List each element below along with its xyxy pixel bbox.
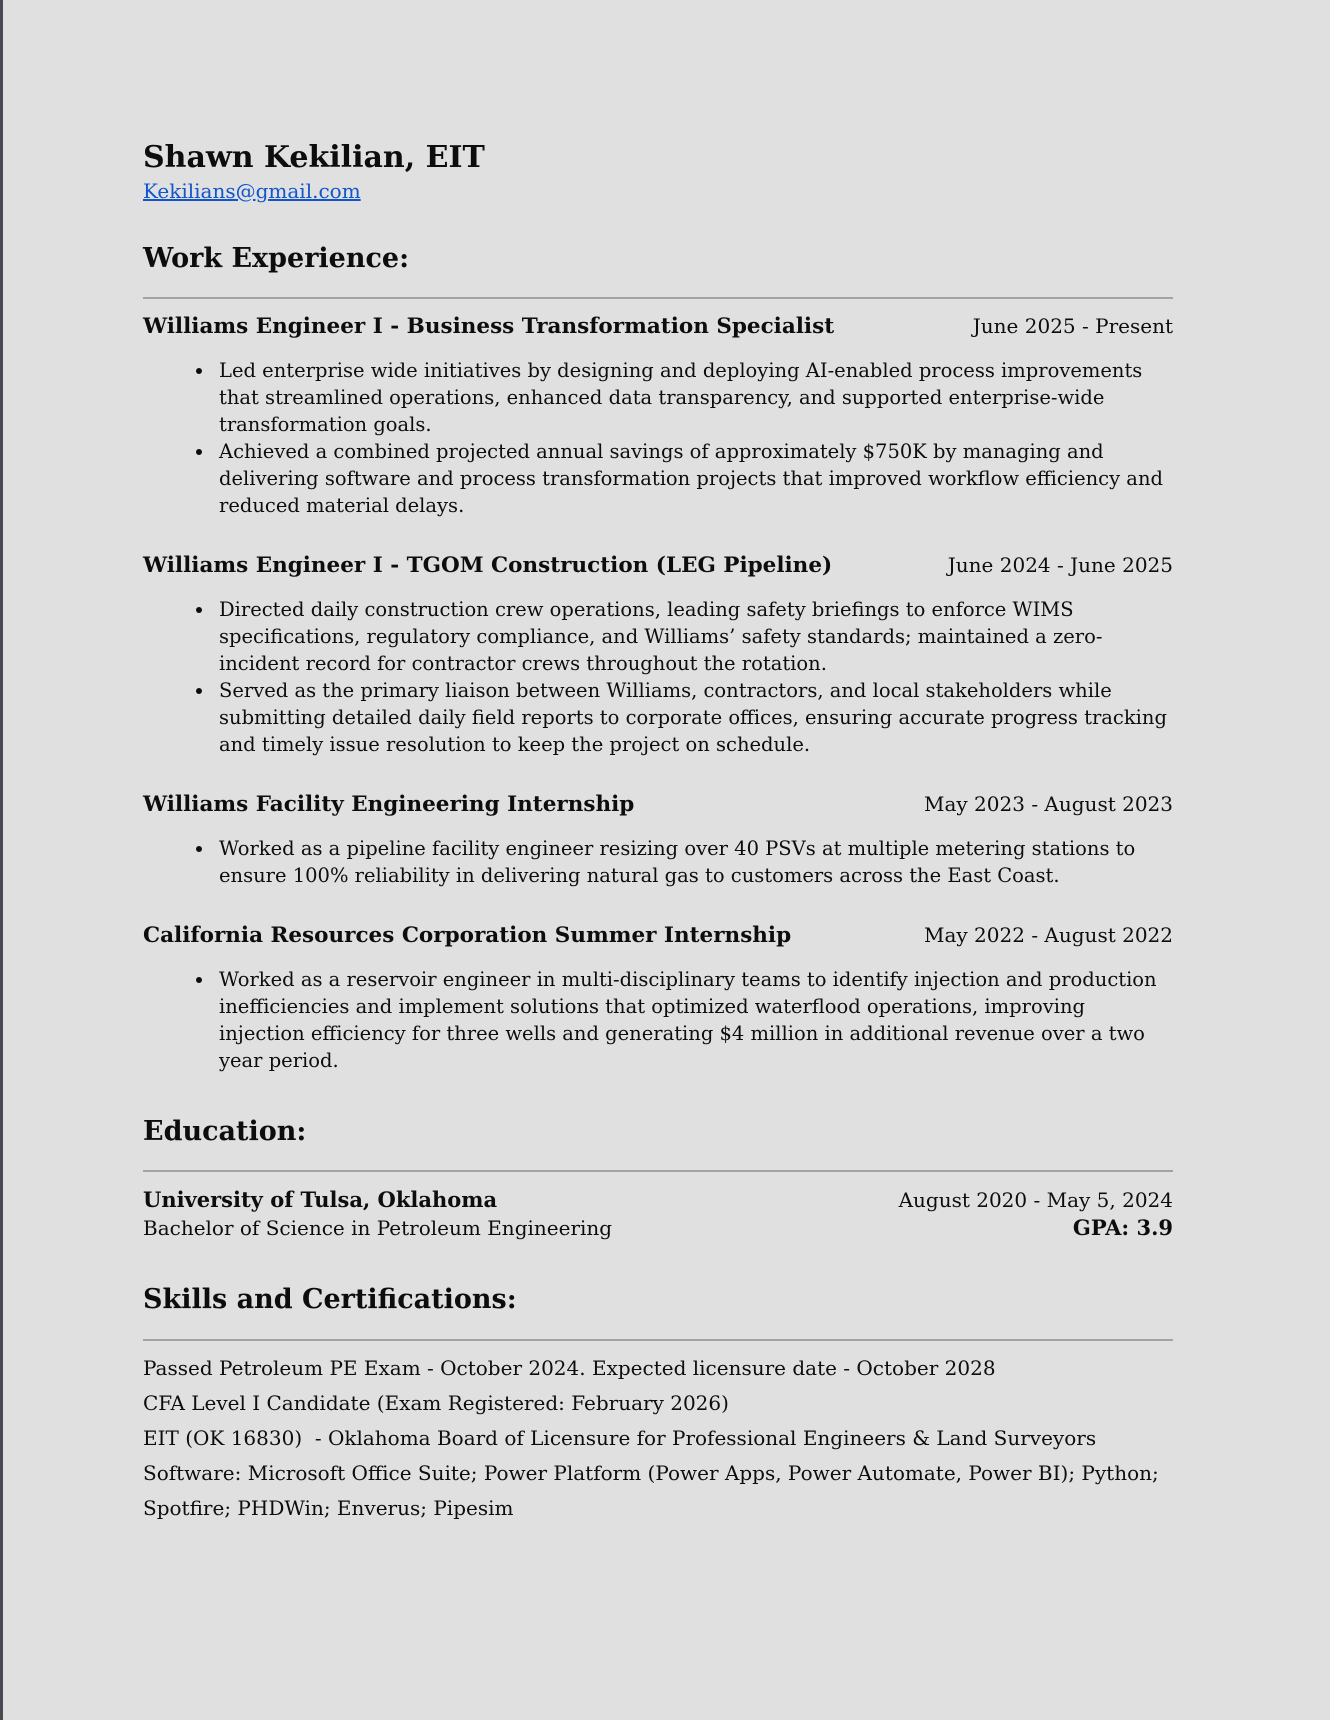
job-title: Williams Engineer I - TGOM Construction (LEG Pipeline)	[143, 553, 833, 579]
skill-item-cfa: CFA Level I Candidate (Exam Registered: February 2026)	[143, 1390, 729, 1415]
skills-heading: Skills and Certifications:	[143, 1284, 517, 1316]
work-experience-heading: Work Experience:	[143, 243, 410, 274]
education-row-degree	[143, 1214, 1173, 1242]
job-entry-tgom-construction	[143, 553, 1173, 758]
section-work-experience	[143, 243, 1173, 1074]
job-header	[143, 792, 1173, 819]
bullet-item: • Led enterprise wide initiatives by designing and deploying AI-enabled process improvements that streamlined operations, enhanced data transparency, and supported enterprise-wide transformation goals.	[215, 357, 1173, 438]
section-divider	[143, 1339, 1173, 1341]
job-dates: May 2022 - August 2022	[924, 923, 1173, 948]
job-bullets	[143, 835, 1173, 889]
skill-item-pe-exam: Passed Petroleum PE Exam - October 2024. Expected licensure date - October 2028	[143, 1355, 996, 1380]
bullet-item: • Worked as a pipeline facility engineer resizing over 40 PSVs at multiple metering stations to ensure 100% reliability in delivering natural gas to customers across the East Coast.	[215, 835, 1173, 889]
job-entry-facility-internship	[143, 792, 1173, 889]
section-divider	[143, 297, 1173, 299]
education-heading: Education:	[143, 1115, 307, 1147]
resume-header	[143, 140, 1173, 203]
job-entry-business-transformation	[143, 314, 1173, 519]
job-title: California Resources Corporation Summer Internship	[143, 923, 792, 949]
gpa-value: GPA: 3.9	[1072, 1215, 1173, 1241]
section-education	[143, 1116, 1173, 1242]
section-skills-certifications	[143, 1284, 1173, 1525]
job-dates: May 2023 - August 2023	[924, 792, 1173, 817]
bullet-item: • Worked as a reservoir engineer in multi-disciplinary teams to identify injection and production inefficiencies and implement solutions that optimized waterflood operations, improving injection efficiency for three wells and generating $4 million in additional revenue over a two year period.	[215, 966, 1173, 1074]
degree-name: Bachelor of Science in Petroleum Engineering	[143, 1216, 613, 1241]
job-title: Williams Engineer I - Business Transformation Specialist	[143, 314, 835, 340]
job-entry-crc-internship	[143, 923, 1173, 1074]
skill-item-software: Software: Microsoft Office Suite; Power Platform (Power Apps, Power Automate, Power BI); Python; Spotfire; PHDWin; Enverus; Pipesim	[143, 1460, 1166, 1520]
education-row-school	[143, 1186, 1173, 1214]
bullet-item: • Served as the primary liaison between Williams, contractors, and local stakeholders while submitting detailed daily field reports to corporate offices, ensuring accurate progress tracking and timely issue resolution to keep the project on schedule.	[215, 677, 1173, 758]
bullet-item: • Achieved a combined projected annual savings of approximately $750K by managing and delivering software and process transformation projects that improved workflow efficiency and reduced material delays.	[215, 438, 1173, 519]
job-header	[143, 923, 1173, 950]
job-bullets	[143, 357, 1173, 519]
job-bullets	[143, 966, 1173, 1074]
person-name: Shawn Kekilian, EIT	[143, 140, 485, 175]
resume-page	[3, 0, 1330, 1526]
skills-list	[143, 1351, 1173, 1526]
job-dates: June 2024 - June 2025	[947, 553, 1173, 578]
job-header	[143, 314, 1173, 341]
job-header	[143, 553, 1173, 580]
skill-item-eit: EIT (OK 16830) - Oklahoma Board of Licensure for Professional Engineers & Land Surveyors	[143, 1425, 1097, 1450]
education-entry	[143, 1186, 1173, 1242]
section-divider	[143, 1170, 1173, 1172]
job-title: Williams Facility Engineering Internship	[143, 792, 635, 818]
job-bullets	[143, 596, 1173, 758]
email-link[interactable]: Kekilians@gmail.com	[143, 179, 361, 203]
education-dates: August 2020 - May 5, 2024	[898, 1188, 1173, 1213]
job-dates: June 2025 - Present	[972, 314, 1173, 339]
bullet-item: • Directed daily construction crew operations, leading safety briefings to enforce WIMS specifications, regulatory compliance, and Williams’ safety standards; maintained a zero-incident record for contractor crews throughout the rotation.	[215, 596, 1173, 677]
school-name: University of Tulsa, Oklahoma	[143, 1187, 498, 1213]
